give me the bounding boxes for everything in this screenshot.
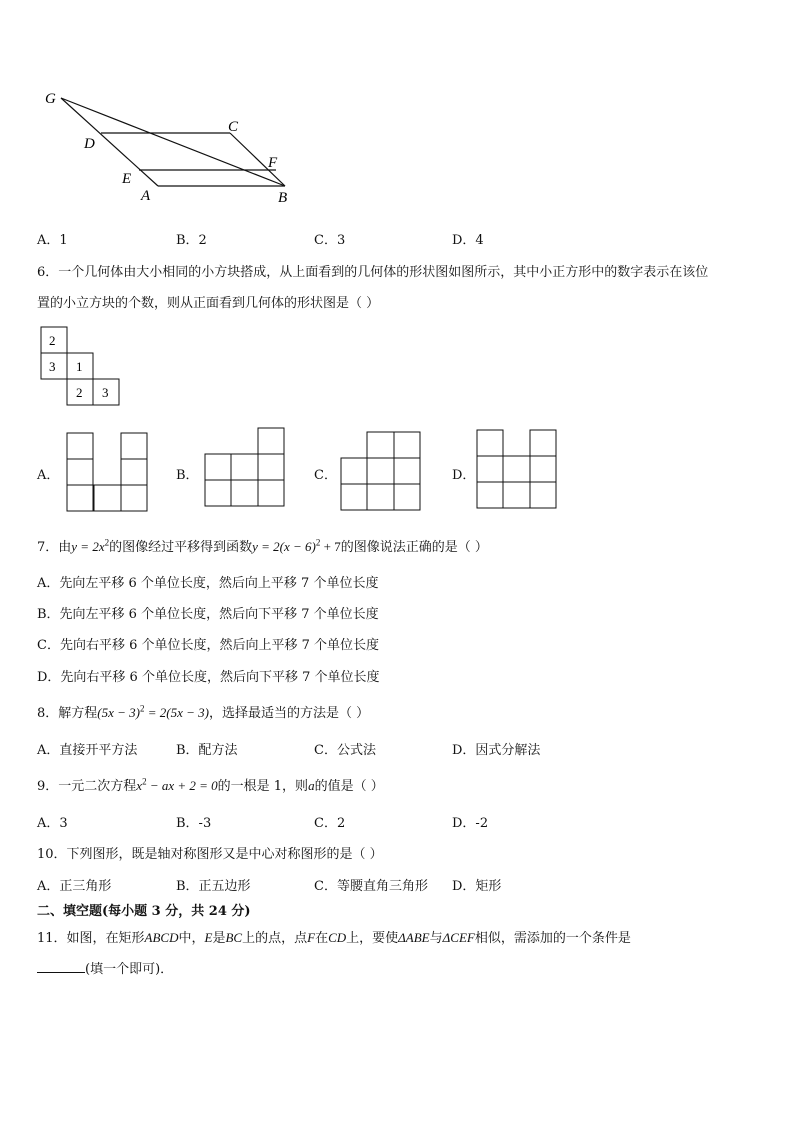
q8-suffix: ，选择最适当的方法是（ ）	[208, 706, 370, 721]
q11-text: 在	[315, 931, 329, 946]
q7-option-a[interactable]: A．先向左平移 6 个单位长度，然后向上平移 7 个单位长度	[37, 576, 379, 591]
q9-option-a[interactable]: A．3	[37, 816, 68, 831]
q6-option-a[interactable]: A．	[37, 468, 60, 483]
q9-prefix: 9．一元二次方程	[37, 779, 137, 794]
q9-option-c[interactable]: C．2	[314, 816, 346, 831]
section-heading: 二、填空题(每小题 3 分，共 24 分)	[37, 904, 251, 919]
q7-option-d[interactable]: D．先向右平移 6 个单位长度，然后向下平移 7 个单位长度	[37, 670, 380, 685]
q6-option-d[interactable]: D．	[452, 468, 476, 483]
q11-var-abcd: ABCD	[144, 930, 179, 945]
grid-number: 3	[102, 385, 109, 400]
q8-eq-text: (5x − 3)	[97, 705, 140, 720]
q11-var-bc: BC	[225, 930, 243, 945]
q7-equation-1: $y = 2x^2$	[71, 537, 110, 554]
q6-stem-line1: 6．一个几何体由大小相同的小方块搭成，从上面看到的几何体的形状图如图所示，其中小正方形中的数字表示在该位	[37, 265, 709, 280]
q5-option-d[interactable]: D．4	[452, 233, 484, 248]
q9-option-b[interactable]: B．-3	[176, 816, 212, 831]
q8-eq-tail: = 2(5x − 3)	[144, 705, 209, 720]
q7-option-b[interactable]: B．先向左平移 6 个单位长度，然后向下平移 7 个单位长度	[37, 607, 379, 622]
q6-stem-line2: 置的小立方块的个数，则从正面看到几何体的形状图是（ ）	[37, 296, 380, 311]
q9-mid: 的一根是 1，则	[217, 779, 309, 794]
q11-text: 上，要使	[346, 931, 399, 946]
q11-text: 相似，需添加的一个条件是	[474, 931, 631, 946]
q11-line2-text: (填一个即可)．	[85, 962, 174, 977]
q11-text: 11．如图，在矩形	[37, 931, 145, 946]
q8-option-a[interactable]: A．直接开平方法	[37, 743, 138, 758]
q9-var: a	[308, 778, 315, 793]
grid-number: 2	[76, 385, 83, 400]
label-A: A	[141, 188, 151, 204]
grid-number: 2	[49, 333, 56, 348]
q9-equation: $x^2$ − ax + 2 = 0	[136, 776, 218, 793]
grid-number: 3	[49, 359, 56, 374]
q8-option-c[interactable]: C．公式法	[314, 743, 376, 758]
q9-eq-text: x	[136, 778, 143, 793]
q10-option-b[interactable]: B．正五边形	[176, 879, 251, 894]
q7-eq2-tail: + 7	[320, 539, 341, 554]
q8-stem	[37, 702, 369, 721]
q11-var-cd: CD	[328, 930, 347, 945]
q5-option-c[interactable]: C．3	[314, 233, 346, 248]
q7-eq1-text: y = 2x	[71, 539, 105, 554]
q6-option-b[interactable]: B．	[176, 468, 199, 483]
q9-suffix: 的值是（ ）	[314, 779, 384, 794]
q6-option-c-figure	[340, 431, 424, 513]
q9-option-d[interactable]: D．-2	[452, 816, 489, 831]
q10-option-a[interactable]: A．正三角形	[37, 879, 112, 894]
q5-option-b[interactable]: B．2	[176, 233, 207, 248]
q11-var-f: F	[307, 930, 316, 945]
q8-equation: $(5x - 3)^2 = 2(5x - 3)$	[97, 703, 209, 720]
q11-var-cef: ΔCEF	[442, 930, 475, 945]
q7-eq2-text: y = 2(x − 6)	[252, 539, 316, 554]
label-E: E	[122, 171, 132, 187]
q7-equation-2: $y = 2(x - 6)^2 + 7$	[252, 537, 341, 554]
q11-stem	[37, 927, 631, 946]
q11-text: 是	[212, 931, 226, 946]
q7-mid: 的图像经过平移得到函数	[109, 540, 253, 555]
q8-option-b[interactable]: B．配方法	[176, 743, 238, 758]
q11-text: 中，	[178, 931, 205, 946]
q10-stem: 10．下列图形，既是轴对称图形又是中心对称图形的是（ ）	[37, 847, 383, 862]
q11-var-e: E	[204, 930, 213, 945]
q10-option-c[interactable]: C．等腰直角三角形	[314, 879, 428, 894]
q6-option-b-figure	[204, 427, 288, 509]
label-C: C	[228, 119, 239, 135]
label-D: D	[84, 136, 95, 152]
q6-option-c[interactable]: C．	[314, 468, 337, 483]
q10-option-d[interactable]: D．矩形	[452, 879, 502, 894]
q5-option-a[interactable]: A．1	[37, 233, 68, 248]
label-F: F	[268, 155, 278, 171]
label-G: G	[45, 91, 56, 107]
q7-suffix: 的图像说法正确的是（ ）	[340, 540, 488, 555]
q11-var-abe: ΔABE	[398, 930, 430, 945]
q6-option-a-figure	[66, 432, 150, 514]
q7-prefix: 7．由	[37, 540, 72, 555]
q7-option-c[interactable]: C．先向右平移 6 个单位长度，然后向上平移 7 个单位长度	[37, 638, 380, 653]
q8-option-d[interactable]: D．因式分解法	[452, 743, 541, 758]
q7-stem	[37, 536, 488, 555]
q8-prefix: 8．解方程	[37, 706, 98, 721]
label-B: B	[278, 190, 288, 206]
q11-text: 上的点，点	[242, 931, 308, 946]
q11-line2	[37, 958, 173, 977]
q11-text: 与	[429, 931, 443, 946]
q6-option-d-figure	[476, 429, 560, 511]
grid-number: 1	[76, 359, 83, 374]
q9-eq-tail: − ax + 2 = 0	[146, 778, 218, 793]
top-view-grid	[40, 326, 124, 408]
q9-stem	[37, 775, 384, 794]
parallelogram-figure	[40, 86, 310, 211]
answer-blank[interactable]	[37, 960, 85, 973]
